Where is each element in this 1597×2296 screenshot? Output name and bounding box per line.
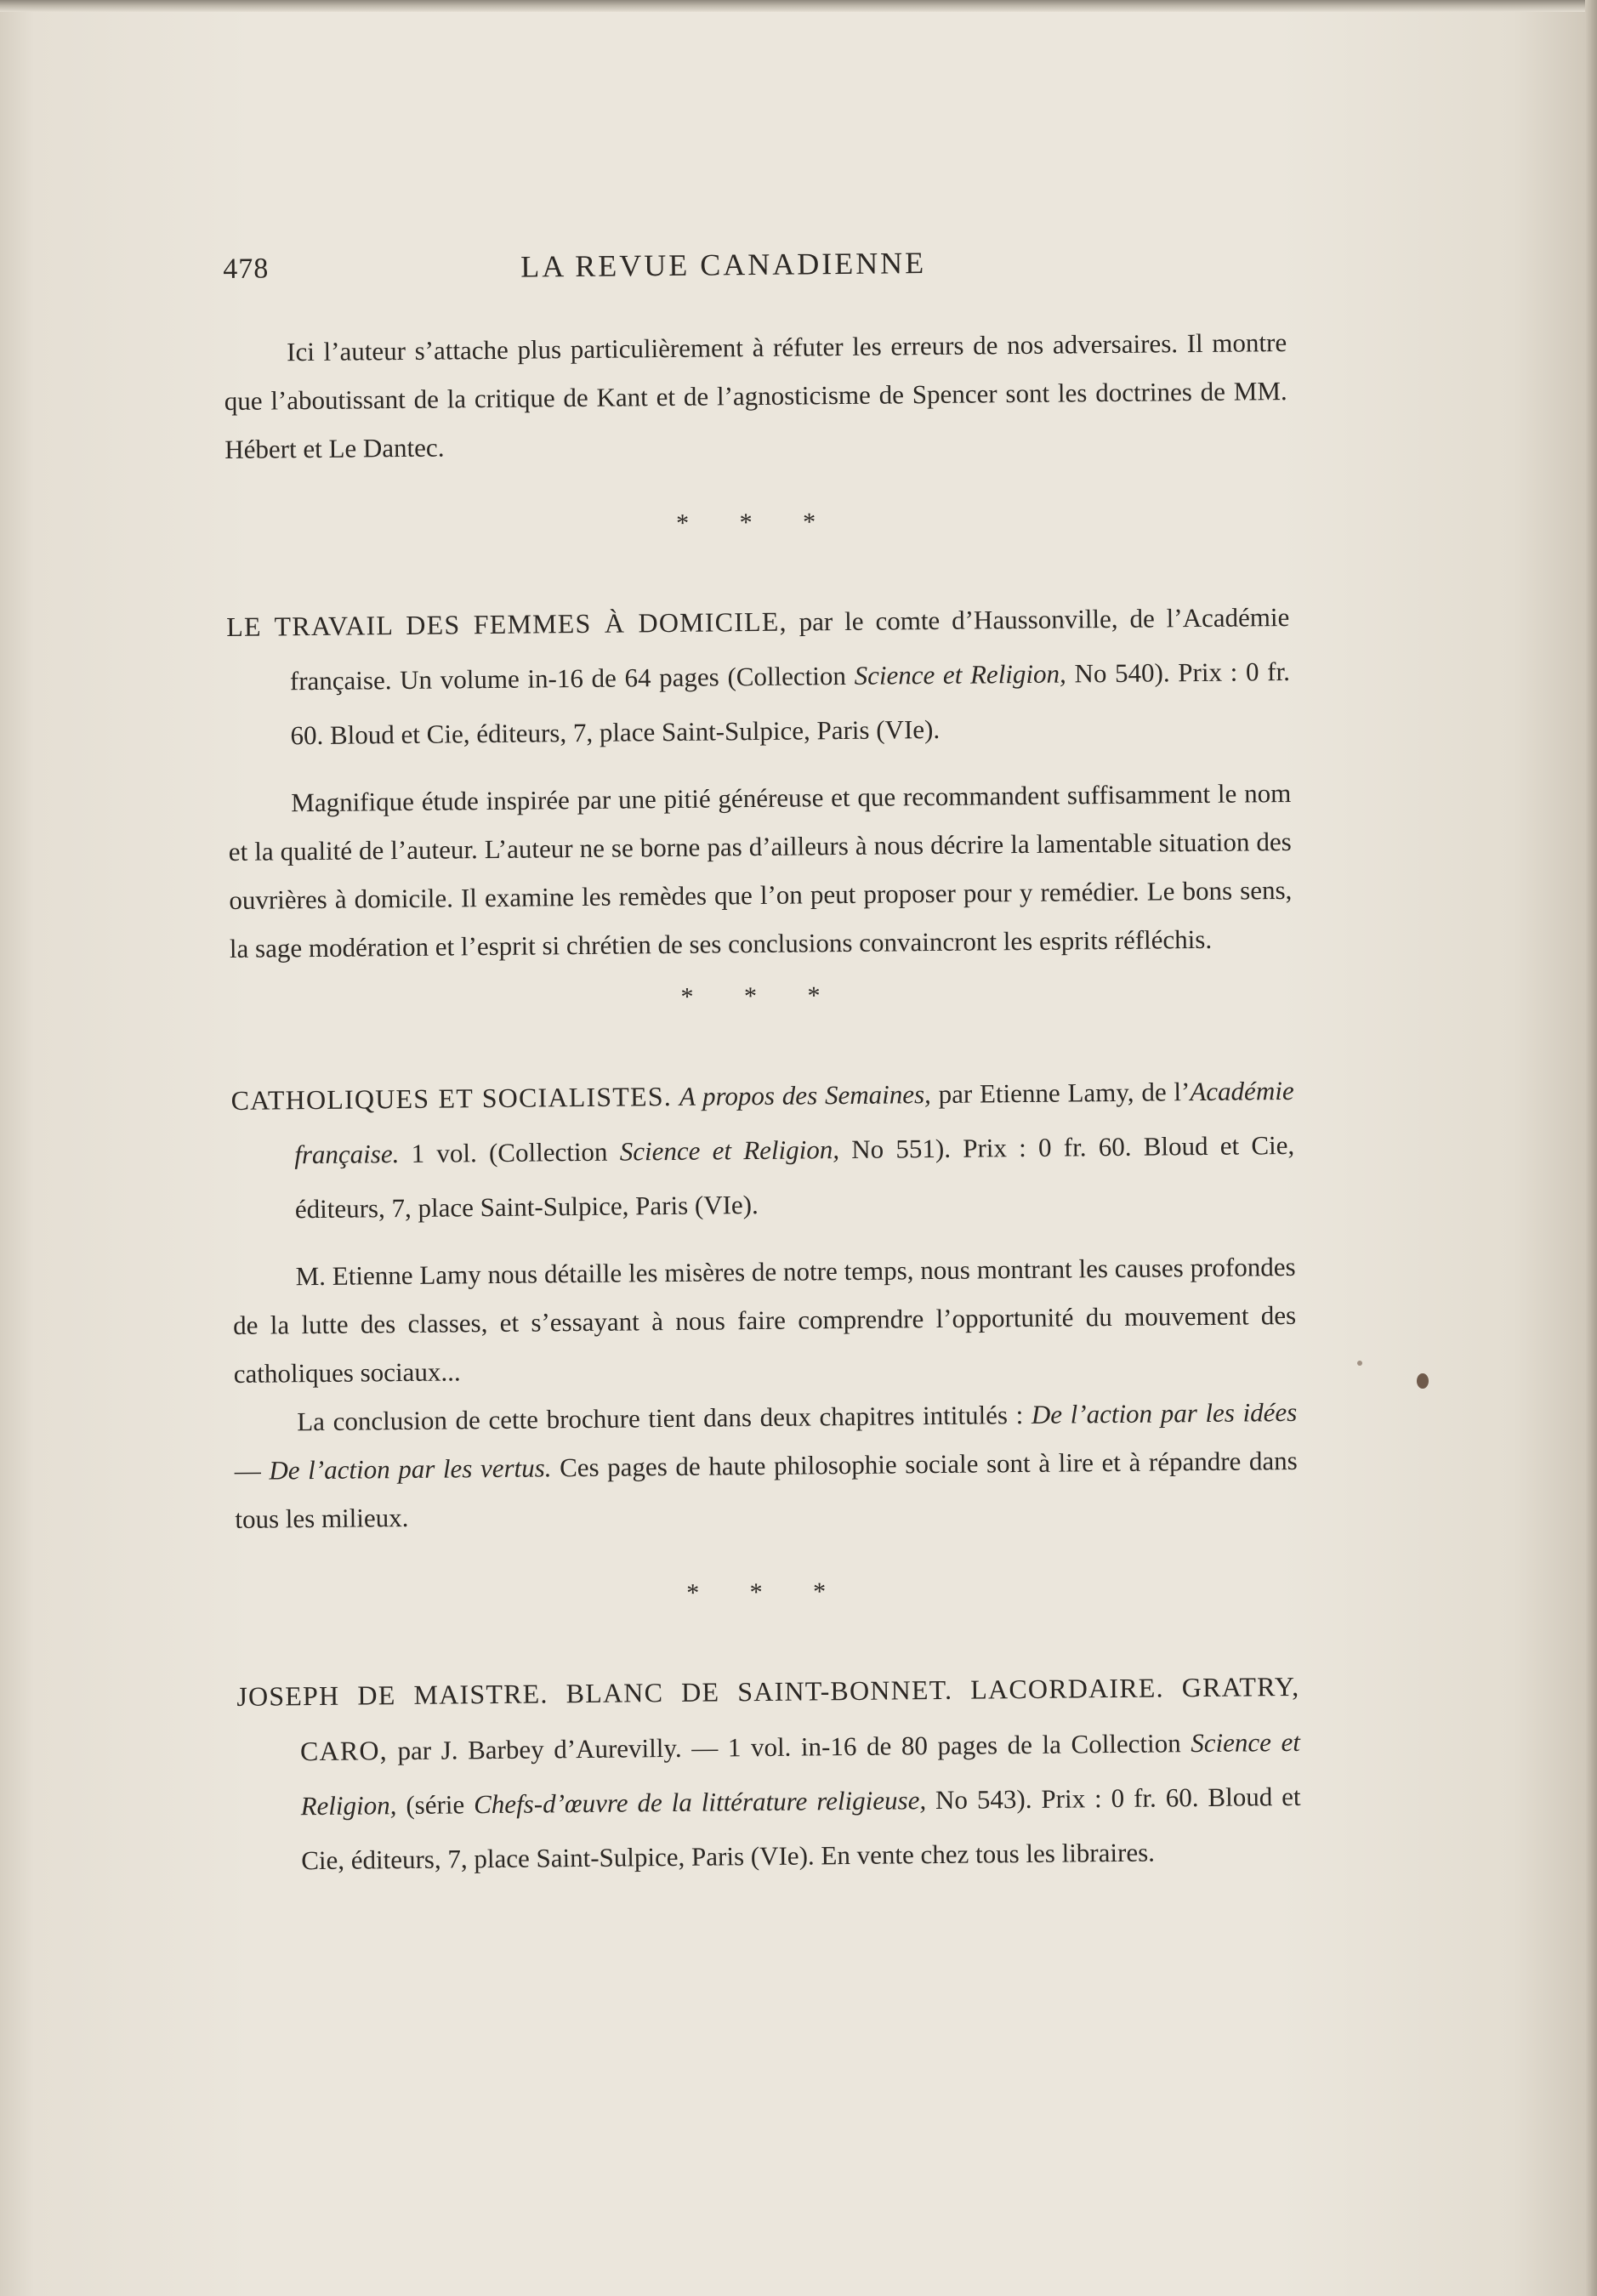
review-1-bibliographic-entry xyxy=(226,589,1291,764)
review-3-details-c: No 543). Prix : 0 fr. 60. Bloud et Cie, éditeurs, 7, place Saint-Sulpice, Paris (VIe). En vente chez tous les libraires. xyxy=(301,1781,1301,1876)
review-3-collection: Science et Religion, xyxy=(300,1726,1301,1821)
review-2-body-2-a: La conclusion de cette brochure tient dans deux chapitres intitulés : xyxy=(297,1399,1032,1437)
review-2-bibliographic-entry xyxy=(230,1063,1295,1237)
review-entry-2 xyxy=(230,1063,1298,1543)
review-2-dash: — xyxy=(234,1455,270,1486)
review-2-collection: Science et Religion, xyxy=(619,1134,840,1167)
review-3-details-a: par J. Barbey d’Aurevilly. — 1 vol. in-16 de 80 pages de la Collection xyxy=(387,1728,1191,1766)
review-3-series: Chefs-d’œuvre de la littérature religieuse, xyxy=(473,1785,927,1820)
page-top-edge xyxy=(0,0,1597,12)
review-1-details-a: par le comte d’Haussonville, de l’Académie française. Un volume in-16 de 64 pages (Collection xyxy=(289,601,1290,696)
section-separator: * * * xyxy=(675,508,838,537)
review-2-body-2-b: Ces pages de haute philosophie sociale sont à lire et à répandre dans tous les milieux. xyxy=(235,1445,1298,1534)
page-number: 478 xyxy=(223,253,270,285)
review-2-details-b: 1 vol. (Collection xyxy=(399,1136,620,1169)
review-2-chapter-1: De l’action par les idées xyxy=(1031,1396,1298,1429)
review-2-chapter-2: De l’action par les vertus. xyxy=(269,1452,552,1486)
review-2-subtitle: A propos des Semaines, xyxy=(679,1079,931,1111)
page-right-edge xyxy=(1585,0,1597,2296)
page-header xyxy=(223,236,1287,298)
review-1-details-b: No 540). Prix : 0 fr. 60. Bloud et Cie, éditeurs, 7, place Saint-Sulpice, Paris (VIe). xyxy=(290,656,1291,751)
review-entry-1 xyxy=(226,589,1293,973)
review-2-body-2 xyxy=(234,1388,1299,1543)
review-3-details-b: (série xyxy=(396,1789,475,1821)
review-entry-3 xyxy=(236,1659,1301,1889)
review-2-academie: Académie française. xyxy=(294,1075,1294,1170)
review-2-title: CATHOLIQUES ET SOCIALISTES. xyxy=(230,1080,673,1116)
paper-speck xyxy=(1357,1361,1362,1366)
section-separator: * * * xyxy=(680,981,843,1011)
paper-speck xyxy=(1417,1373,1429,1389)
review-2-details-c: No 551). Prix : 0 fr. 60. Bloud et Cie, éditeurs, 7, place Saint-Sulpice, Paris (VIe). xyxy=(294,1129,1295,1225)
review-1-collection: Science et Religion, xyxy=(854,658,1066,691)
running-title: LA REVUE CANADIENNE xyxy=(520,246,927,284)
section-separator: * * * xyxy=(686,1577,849,1607)
review-1-title: LE TRAVAIL DES FEMMES À DOMICILE, xyxy=(226,605,787,642)
intro-paragraph: Ici l’auteur s’attache plus particulièrement à réfuter les erreurs de nos adversaires. Il montre que l’aboutissant de la critique de Kant et de l’agnosticisme de Spencer sont les doctrines de MM. Hébert et Le Dantec. xyxy=(224,327,1287,464)
page-content xyxy=(223,236,1301,1889)
review-3-title: JOSEPH DE MAISTRE. BLANC DE SAINT-BONNET. LACORDAIRE. GRATRY, CARO, xyxy=(236,1670,1300,1767)
review-1-body: Magnifique étude inspirée par une pitié généreuse et que recommandent suffisamment le nom et la qualité de l’auteur. L’auteur ne se borne pas d’ailleurs à nous décrire la lamentable situation des ouvrières à domicile. Il examine les remèdes que l’on peut proposer pour y remédier. Le bons sens, la sage modération et l’esprit si chrétien de ses conclusions convaincront les esprits réfléchis. xyxy=(228,777,1293,963)
review-3-bibliographic-entry xyxy=(236,1659,1301,1889)
review-2-body-1: M. Etienne Lamy nous détaille les misères de notre temps, nous montrant les causes profondes de la lutte des classes, et s’essayant à nous faire comprendre l’opportunité du mouvement des catholiques sociaux... xyxy=(233,1251,1297,1389)
review-2-details-a: par Etienne Lamy, de l’ xyxy=(930,1077,1191,1110)
